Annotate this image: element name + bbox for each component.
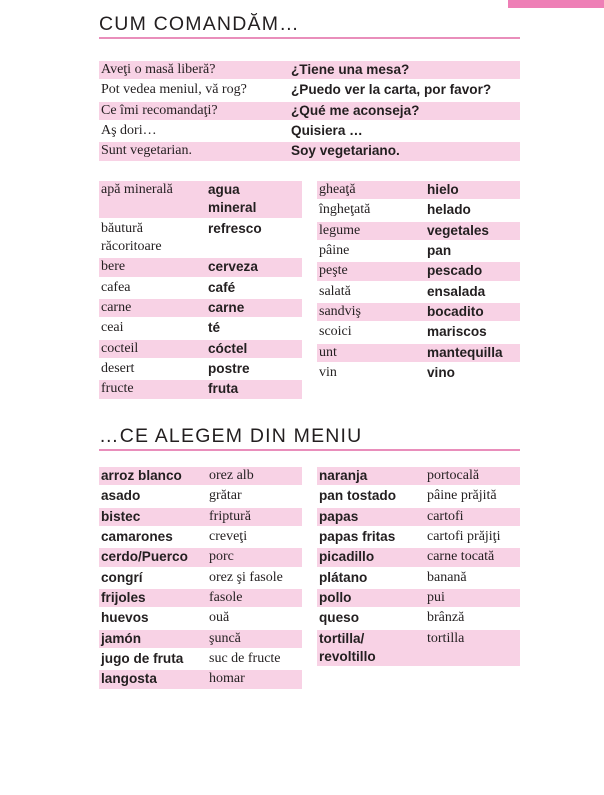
term-line: papas (319, 508, 359, 524)
romanian-term (207, 609, 229, 627)
spanish-term (206, 258, 258, 276)
romanian-term (425, 487, 497, 505)
term-line (101, 199, 206, 217)
romanian-term (425, 589, 445, 607)
spanish-term (99, 467, 207, 485)
term-line: cafea (101, 279, 131, 295)
term-line (427, 648, 464, 666)
term-line: carne (208, 300, 245, 316)
romanian-term: îngheţată (319, 202, 371, 218)
phrases-table (99, 61, 520, 163)
phrase-row (99, 81, 520, 99)
term-line: café (208, 279, 236, 295)
romanian-term: Sunt vegetarian. (101, 143, 192, 159)
term-line: ceai (101, 320, 124, 336)
menu-row (99, 630, 302, 648)
romanian-term (207, 650, 281, 668)
vocab-row (317, 242, 520, 260)
phrase-row (99, 142, 520, 160)
romanian-term (99, 360, 206, 378)
romanian-term (425, 548, 494, 566)
spanish-term: ¿Puedo ver la carta, por favor? (291, 82, 492, 98)
romanian-term (425, 609, 464, 627)
vocab-row (99, 360, 302, 378)
menu-row (99, 569, 302, 587)
romanian-term: gheaţă (319, 182, 356, 197)
vocab-row (99, 380, 302, 398)
vocab-row (99, 279, 302, 297)
term-line: brânză (427, 610, 465, 626)
menu-row (317, 630, 520, 667)
spanish-term (99, 630, 207, 648)
romanian-term (99, 279, 206, 297)
spanish-term (99, 609, 207, 627)
romanian-term: pâine (319, 243, 350, 259)
term-line: revoltillo (319, 649, 376, 665)
spanish-term: vegetales (427, 222, 489, 238)
term-line: arroz blanco (101, 468, 182, 483)
romanian-term (99, 181, 206, 218)
romanian-term (207, 528, 247, 546)
vocab-row (99, 299, 302, 317)
spanish-term (206, 340, 247, 358)
spanish-term: ¿Qué me aconseja? (291, 102, 420, 118)
term-line: huevos (101, 610, 149, 626)
vocab-row (317, 181, 520, 199)
term-line: plátano (319, 569, 368, 585)
romanian-term (99, 258, 206, 276)
menu-row (99, 548, 302, 566)
term-line: suc de fructe (209, 651, 281, 667)
spanish-term (206, 319, 220, 337)
term-line: răcoritoare (101, 239, 162, 255)
term-line (208, 238, 262, 256)
vocab-table-right (317, 181, 520, 384)
term-line: porc (209, 549, 234, 565)
heading-rule (99, 37, 520, 39)
term-line: picadillo (319, 549, 375, 565)
term-line: jamón (101, 630, 142, 646)
spanish-term (99, 487, 207, 505)
romanian-term (207, 630, 241, 648)
vocab-row (317, 201, 520, 219)
term-line: cerdo/Puerco (101, 549, 188, 565)
menu-row (99, 609, 302, 627)
term-line: fruta (208, 381, 239, 397)
vocab-row (317, 283, 520, 301)
menu-row (317, 609, 520, 627)
romanian-term: sandviş (319, 304, 361, 320)
term-line: pui (427, 590, 445, 606)
term-line: cartofi prăjiţi (427, 529, 501, 545)
term-line: bere (101, 259, 126, 275)
spanish-term: bocadito (427, 304, 484, 320)
term-line: naranja (319, 468, 368, 483)
menu-table-left (99, 467, 302, 691)
spanish-term (317, 548, 425, 566)
term-line: şuncă (209, 630, 241, 646)
term-line: portocală (427, 468, 480, 483)
spanish-term (206, 360, 250, 378)
term-line: băutură (101, 220, 143, 236)
term-line: pollo (319, 590, 352, 606)
term-line: desert (101, 361, 135, 377)
spanish-term: mariscos (427, 324, 487, 340)
spanish-term: ensalada (427, 283, 486, 299)
term-line: pâine prăjită (427, 488, 497, 504)
term-line: postre (208, 361, 250, 377)
term-line: mineral (208, 200, 257, 216)
romanian-term (207, 548, 234, 566)
spanish-term (99, 548, 207, 566)
spanish-term (317, 487, 425, 505)
romanian-term (425, 569, 467, 587)
term-line: homar (209, 671, 245, 687)
term-line: bistec (101, 508, 141, 524)
spanish-term (206, 299, 244, 317)
menu-row (317, 467, 520, 485)
menu-row (99, 508, 302, 526)
spanish-term: mantequilla (427, 344, 503, 360)
spanish-term (317, 508, 425, 526)
term-line: cerveza (208, 259, 258, 275)
phrase-row (99, 122, 520, 140)
menu-row (317, 569, 520, 587)
vocab-row (317, 262, 520, 280)
menu-row (317, 589, 520, 607)
page-corner-tab (508, 0, 604, 8)
term-line: orez şi fasole (209, 569, 283, 585)
vocab-row (317, 344, 520, 362)
term-line: friptură (209, 508, 251, 524)
section-heading-menu: …CE ALEGEM DIN MENIU (99, 425, 363, 447)
romanian-term (207, 467, 254, 485)
spanish-term (99, 650, 207, 668)
term-line: orez alb (209, 468, 254, 483)
term-line: pan tostado (319, 488, 397, 504)
spanish-term: helado (427, 202, 471, 218)
heading-rule (99, 449, 520, 451)
term-line: congrí (101, 569, 143, 585)
menu-row (99, 650, 302, 668)
romanian-term: Ce îmi recomandaţi? (101, 102, 218, 118)
romanian-term (207, 487, 242, 505)
term-line: tortilla/ (319, 630, 365, 646)
spanish-term: pescado (427, 263, 483, 279)
spanish-term (317, 609, 425, 627)
menu-row (99, 467, 302, 485)
term-line: refresco (208, 220, 262, 236)
menu-row (317, 548, 520, 566)
romanian-term (425, 508, 464, 526)
romanian-term (99, 220, 206, 257)
vocab-table-left (99, 181, 302, 401)
term-line: fasole (209, 590, 243, 606)
spanish-term (99, 528, 207, 546)
phrase-row (99, 102, 520, 120)
term-line: cocteil (101, 340, 139, 356)
term-line: carne tocată (427, 549, 495, 565)
term-line: papas fritas (319, 529, 396, 545)
spanish-term: Quisiera … (291, 123, 363, 139)
romanian-term (207, 569, 283, 587)
term-line: tortilla (427, 630, 465, 646)
vocab-row (99, 319, 302, 337)
romanian-term (425, 630, 464, 667)
spanish-term (317, 467, 425, 485)
spanish-term: pan (427, 243, 452, 259)
menu-row (99, 487, 302, 505)
term-line: frijoles (101, 590, 146, 606)
menu-row (317, 528, 520, 546)
romanian-term (99, 340, 206, 358)
vocab-row (317, 303, 520, 321)
phrase-row (99, 61, 520, 79)
vocab-row (317, 364, 520, 382)
spanish-term (99, 569, 207, 587)
romanian-term (207, 508, 251, 526)
vocab-row (317, 323, 520, 341)
spanish-term: vino (427, 365, 455, 381)
term-line: jugo de fruta (101, 651, 184, 667)
romanian-term: Pot vedea meniul, vă rog? (101, 82, 247, 98)
spanish-term (99, 508, 207, 526)
term-line: ouă (209, 610, 230, 626)
term-line: agua (208, 182, 240, 197)
vocab-row (317, 222, 520, 240)
term-line: camarones (101, 529, 173, 545)
menu-row (99, 528, 302, 546)
romanian-term (425, 528, 500, 546)
spanish-term: Soy vegetariano. (291, 143, 400, 159)
spanish-term: hielo (427, 182, 459, 197)
section-heading-order: CUM COMANDĂM… (99, 13, 300, 35)
romanian-term: Aş dori… (101, 123, 157, 139)
vocab-row (99, 258, 302, 276)
spanish-term (317, 630, 425, 667)
romanian-term: peşte (319, 263, 348, 279)
romanian-term (99, 380, 206, 398)
spanish-term (206, 279, 235, 297)
term-line: banană (427, 569, 467, 585)
term-line: carne (101, 300, 132, 316)
spanish-term (206, 181, 256, 218)
term-line: langosta (101, 671, 157, 687)
term-line: fructe (101, 381, 134, 397)
romanian-term: scoici (319, 324, 352, 340)
spanish-term (99, 670, 207, 688)
spanish-term: ¿Tiene una mesa? (291, 62, 410, 77)
romanian-term: Aveţi o masă liberă? (101, 62, 216, 77)
term-line: grătar (209, 488, 242, 504)
term-line: cartofi (427, 508, 464, 524)
term-line: asado (101, 488, 141, 504)
menu-row (99, 670, 302, 688)
spanish-term (317, 589, 425, 607)
spanish-term (317, 528, 425, 546)
romanian-term: unt (319, 344, 337, 360)
romanian-term (99, 299, 206, 317)
vocab-row (99, 220, 302, 257)
term-line: té (208, 320, 221, 336)
romanian-term (207, 670, 245, 688)
romanian-term: vin (319, 365, 337, 381)
menu-row (317, 487, 520, 505)
spanish-term (206, 380, 238, 398)
vocab-row (99, 340, 302, 358)
romanian-term (207, 589, 242, 607)
spanish-term (317, 569, 425, 587)
term-line: creveţi (209, 529, 248, 545)
term-line: cóctel (208, 340, 248, 356)
menu-table-right (317, 467, 520, 668)
romanian-term: legume (319, 222, 361, 238)
spanish-term (99, 589, 207, 607)
romanian-term (99, 319, 206, 337)
romanian-term: salată (319, 283, 351, 299)
term-line: apă minerală (101, 182, 173, 197)
menu-row (317, 508, 520, 526)
romanian-term (425, 467, 479, 485)
vocab-row (99, 181, 302, 218)
menu-row (99, 589, 302, 607)
term-line: queso (319, 610, 360, 626)
spanish-term (206, 220, 262, 257)
